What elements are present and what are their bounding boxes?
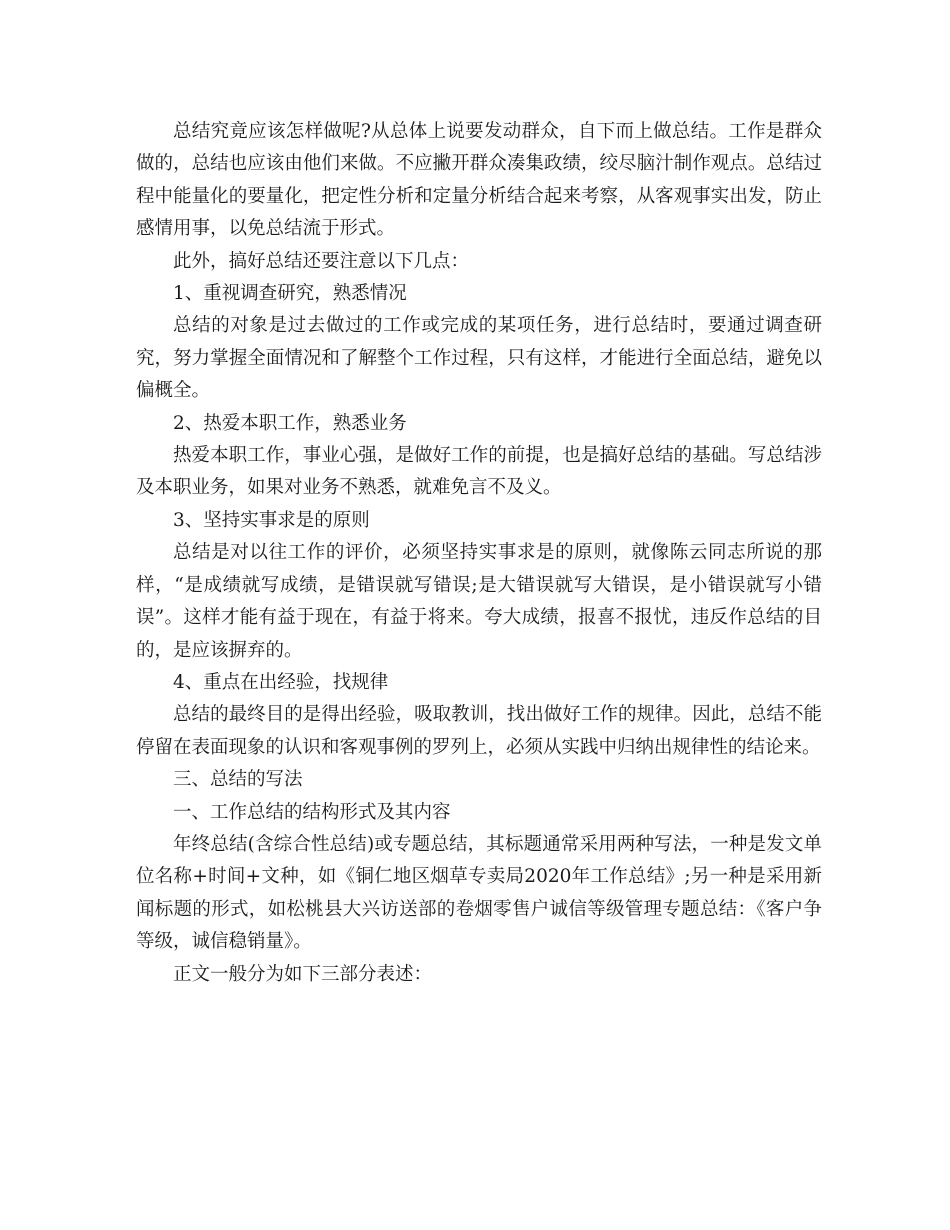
paragraph-point-4: 总结的最终目的是得出经验，吸取教训，找出做好工作的规律。因此，总结不能停留在表面现象的认识和客观事例的罗列上，必须从实践中归纳出规律性的结论来。 — [136, 704, 822, 758]
paragraph-title-formats: 年终总结(含综合性总结)或专题总结，其标题通常采用两种写法，一种是发文单位名称+时间+文种，如《铜仁地区烟草专卖局2020年工作总结》;另一种是采用新闻标题的形式，如松桃县大兴访送部的卷烟零售户诚信等级管理专题总结：《客户争等级，诚信稳销量》。 — [136, 833, 822, 953]
heading-point-2: 2、热爱本职工作，熟悉业务 — [173, 412, 407, 434]
heading-point-1: 1、重视调查研究，熟悉情况 — [173, 283, 407, 305]
paragraph-point-2: 热爱本职工作，事业心强，是做好工作的前提，也是搞好总结的基础。写总结涉及本职业务，如果对业务不熟悉，就难免言不及义。 — [136, 445, 822, 499]
heading-point-4: 4、重点在出经验，找规律 — [173, 671, 389, 693]
section-heading-writing-method: 三、总结的写法 — [173, 769, 303, 791]
paragraph-additional-points-intro: 此外，搞好总结还要注意以下几点： — [173, 250, 470, 272]
subsection-heading-structure: 一、工作总结的结构形式及其内容 — [173, 801, 451, 823]
paragraph-body-parts-intro: 正文一般分为如下三部分表述： — [173, 963, 433, 985]
paragraph-how-to-summarize: 总结究竟应该怎样做呢?从总体上说要发动群众，自下而上做总结。工作是群众做的，总结也应该由他们来做。不应撇开群众凑集政绩，绞尽脑汁制作观点。总结过程中能量化的要量化，把定性分析和定量分析结合起来考察，从客观事实出发，防止感情用事，以免总结流于形式。 — [136, 121, 822, 240]
heading-point-3: 3、坚持实事求是的原则 — [173, 509, 370, 531]
document-body — [136, 116, 822, 991]
paragraph-point-3: 总结是对以往工作的评价，必须坚持实事求是的原则，就像陈云同志所说的那样，“是成绩就写成绩，是错误就写错误;是大错误就写大错误，是小错误就写小错误”。这样才能有益于现在，有益于将来。夸大成绩，报喜不报忧，违反作总结的目的，是应该摒弃的。 — [136, 542, 822, 661]
paragraph-point-1: 总结的对象是过去做过的工作或完成的某项任务，进行总结时，要通过调查研究，努力掌握全面情况和了解整个工作过程，只有这样，才能进行全面总结，避免以偏概全。 — [136, 315, 822, 402]
